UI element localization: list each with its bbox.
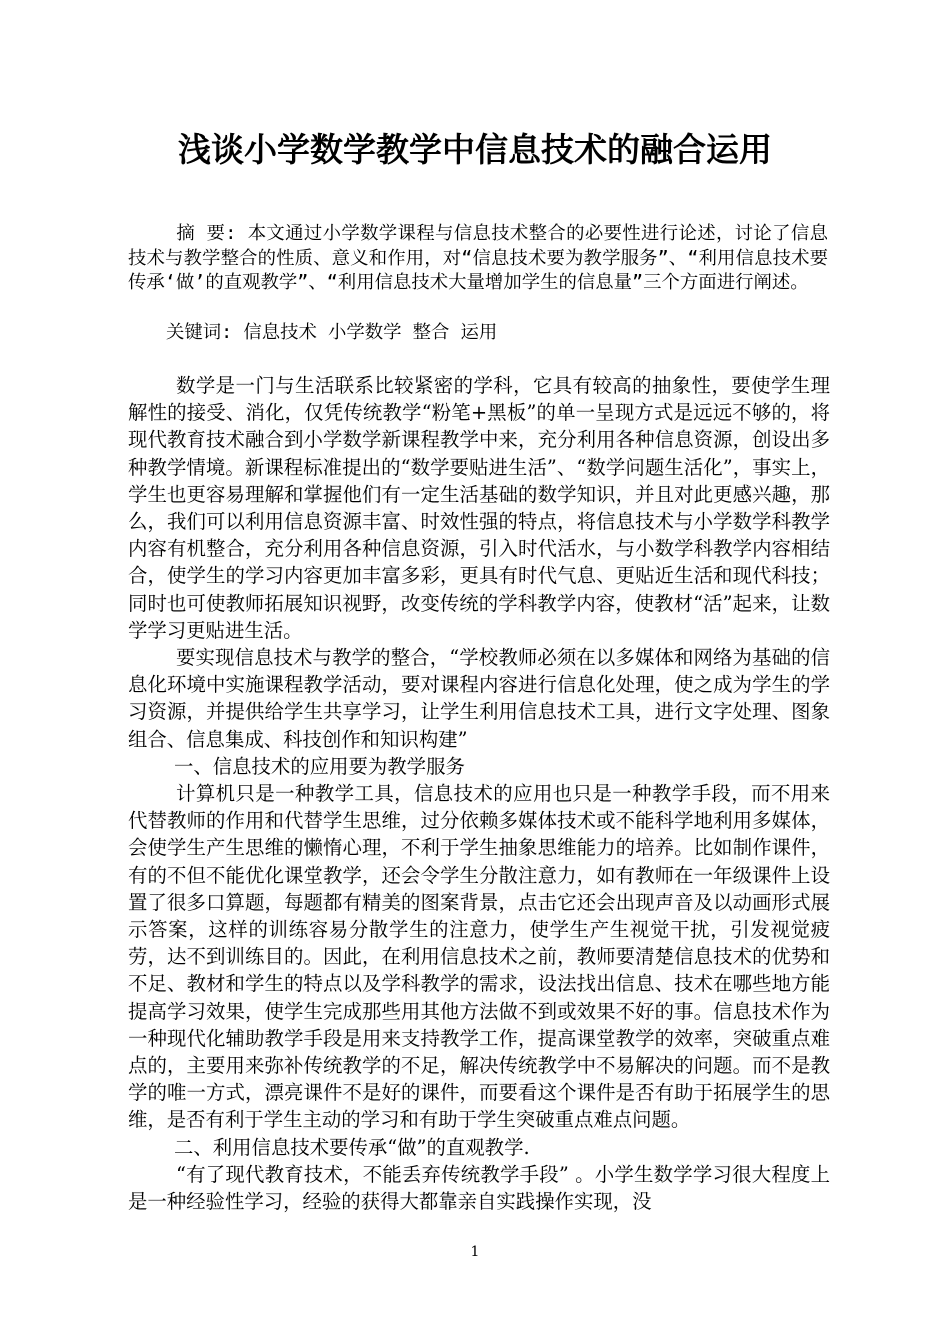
- paragraph: 要实现信息技术与教学的整合，“学校教师必须在以多媒体和网络为基础的信息化环境中实施课程教学活动，要对课程内容进行信息化处理，使之成为学生的学习资源，并提供给学生共享学习，让学生利用信息技术工具，进行文字处理、图象组合、信息集成、科技创作和知识构建”: [128, 646, 830, 751]
- keywords: 关键词: 信息技术 小学数学 整合 运用: [166, 322, 498, 343]
- section-heading: 二、利用信息技术要传承“做”的直观教学.: [174, 1135, 530, 1159]
- abstract: [128, 222, 828, 296]
- abstract-text: 摘 要: 本文通过小学数学课程与信息技术整合的必要性进行论述，讨论了信息技术与教学整合的性质、意义和作用，对“信息技术要为教学服务”、“利用信息技术要传承‘做’的直观教学”、“利用信息技术大量增加学生的信息量”三个方面进行阐述。: [128, 223, 828, 293]
- paragraph: 数学是一门与生活联系比较紧密的学科，它具有较高的抽象性，要使学生理解性的接受、消化，仅凭传统教学“粉笔+黑板”的单一呈现方式是远远不够的，将现代教育技术融合到小学数学新课程教学中来，充分利用各种信息资源，创设出多种教学情境。新课程标准提出的“数学要贴进生活”、“数学问题生活化”，事实上，学生也更容易理解和掌握他们有一定生活基础的数学知识，并且对此更感兴趣，那么，我们可以利用信息资源丰富、时效性强的特点，将信息技术与小学数学科教学内容有机整合，充分利用各种信息资源，引入时代活水，与小数学科教学内容相结合，使学生的学习内容更加丰富多彩，更具有时代气息、更贴近生活和现代科技；同时也可使教师拓展知识视野，改变传统的学科教学内容，使教材“活”起来，让数学学习更贴进生活。: [128, 374, 830, 642]
- document-title: 浅谈小学数学教学中信息技术的融合运用: [178, 130, 772, 169]
- paragraph: 计算机只是一种教学工具，信息技术的应用也只是一种教学手段，而不用来代替教师的作用和代替学生思维，过分依赖多媒体技术或不能科学地利用多媒体，会使学生产生思维的懒惰心理，不利于学生抽象思维能力的培养。比如制作课件，有的不但不能优化课堂教学，还会令学生分散注意力，如有教师在一年级课件上设置了很多口算题，每题都有精美的图案背景，点击它还会出现声音及以动画形式展示答案，这样的训练容易分散学生的注意力，使学生产生视觉干扰，引发视觉疲劳，达不到训练目的。因此，在利用信息技术之前，教师要清楚信息技术的优势和不足、教材和学生的特点以及学科教学的需求，设法找出信息、技术在哪些地方能提高学习效果，使学生完成那些用其他方法做不到或效果不好的事。信息技术作为一种现代化辅助教学手段是用来支持教学工作，提高课堂教学的效率，突破重点难点的，主要用来弥补传统教学的不足，解决传统教学中不易解决的问题。而不是教学的唯一方式，漂亮课件不是好的课件，而要看这个课件是否有助于拓展学生的思维，是否有利于学生主动的学习和有助于学生突破重点难点问题。: [128, 782, 830, 1132]
- section-heading: 一、信息技术的应用要为教学服务: [174, 754, 465, 778]
- body-text: [128, 372, 830, 1215]
- page-number: 1: [470, 1244, 480, 1260]
- paragraph: “有了现代教育技术，不能丢弃传统教学手段” 。小学生数学学习很大程度上是一种经验性学习，经验的获得大都靠亲自实践操作实现，没: [128, 1162, 830, 1214]
